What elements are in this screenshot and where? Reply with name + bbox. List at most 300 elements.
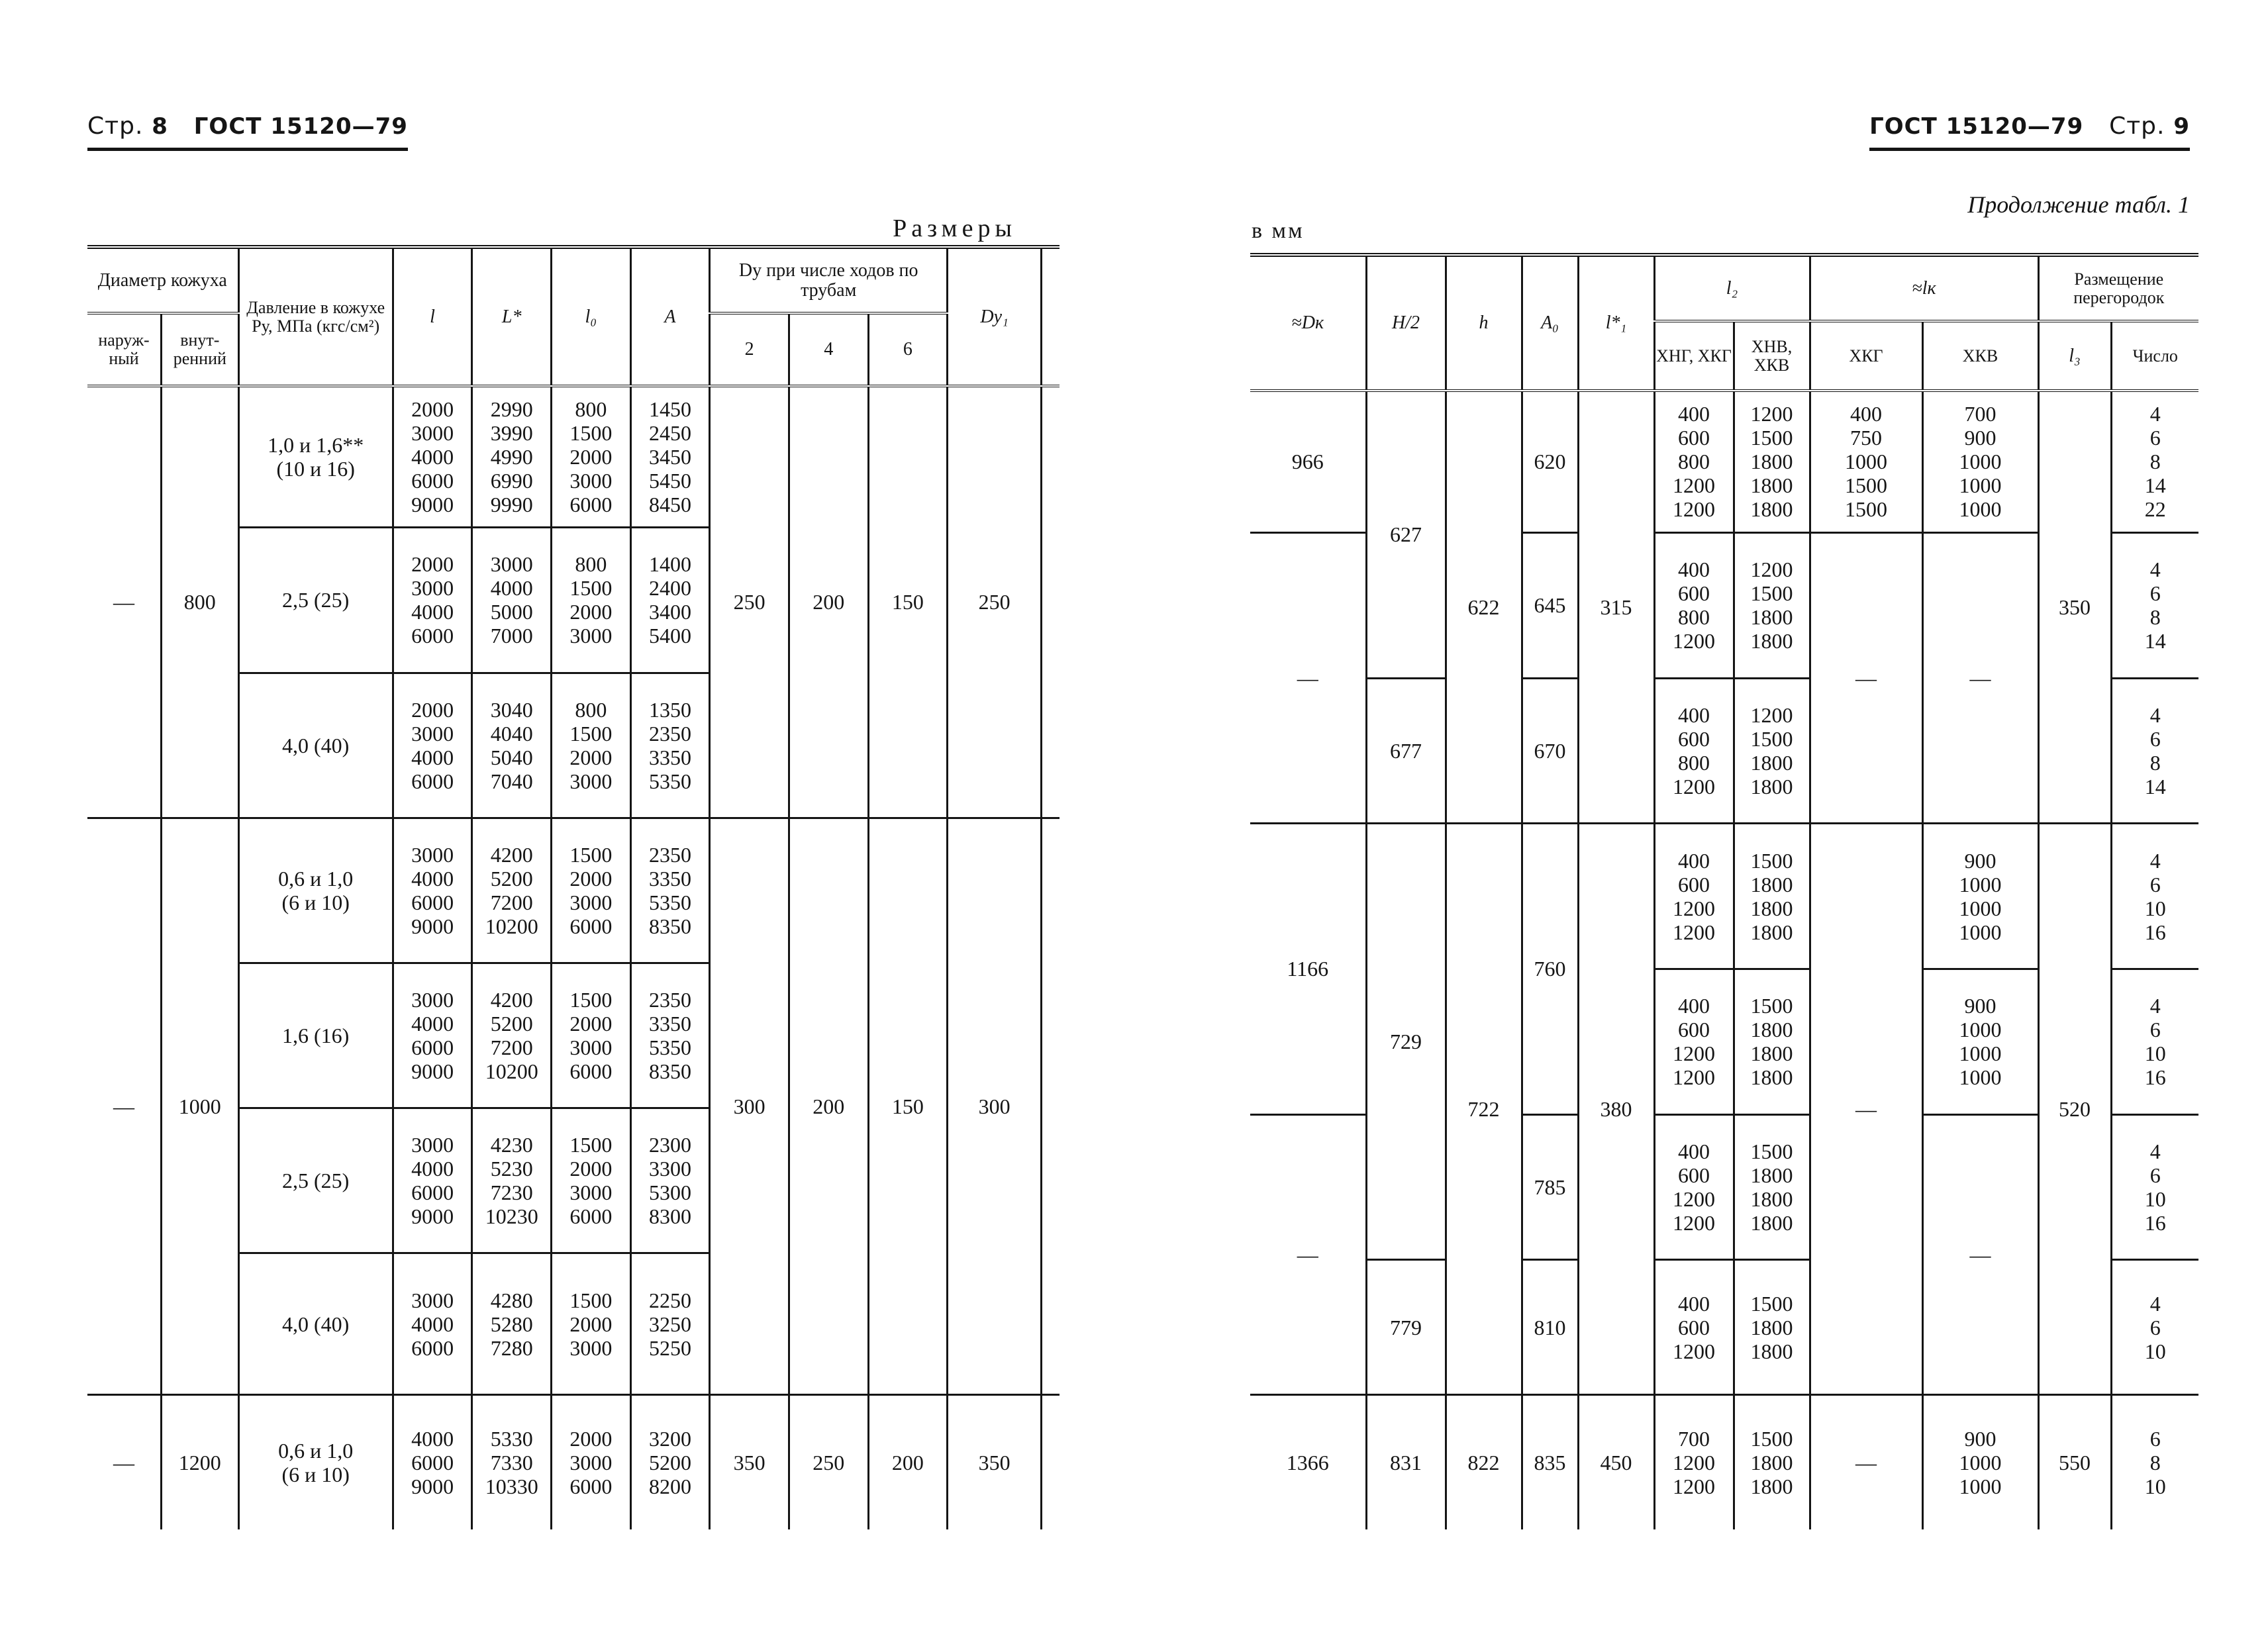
l2b-value: 1800	[1750, 605, 1793, 630]
A-value: 5250	[648, 1335, 691, 1360]
l2b-value: 1800	[1750, 750, 1793, 775]
L-header: L*	[472, 247, 552, 386]
l2a-value: 1200	[1673, 1041, 1715, 1066]
l2a-value: 400	[1678, 557, 1710, 582]
partition-count-cell	[2111, 391, 2198, 532]
l2-hng-cell	[1654, 391, 1734, 532]
lkb-value: 1000	[1959, 1065, 2002, 1090]
l-value: 9000	[411, 493, 454, 517]
count-value: 4	[2149, 1291, 2161, 1316]
l-values-cell	[393, 1395, 472, 1529]
h2-cell: 627	[1366, 391, 1446, 678]
l2b-value: 1800	[1750, 473, 1793, 498]
L-value: 5280	[490, 1312, 533, 1336]
A-value: 5300	[648, 1181, 691, 1205]
count-value: 10	[2144, 1186, 2166, 1211]
l2-hnv-cell	[1734, 969, 1810, 1114]
outer-diameter-cell: —	[113, 590, 134, 614]
A-value: 3350	[648, 1012, 691, 1036]
l2-hnv-cell	[1734, 824, 1810, 969]
L-values-cell	[472, 386, 552, 528]
l-value: 4000	[411, 1012, 454, 1036]
A-value: 3350	[648, 745, 691, 769]
lkb-value: 1000	[1959, 450, 2002, 474]
l0-values-cell	[552, 673, 631, 818]
dimensions-table-left	[87, 245, 1060, 1529]
lkb-value: 1000	[1959, 1474, 2002, 1498]
A-header: A	[630, 247, 710, 386]
l0-value: 2000	[569, 445, 613, 469]
dk-header: ≈Dк	[1250, 255, 1366, 391]
l0-values-cell	[552, 1108, 631, 1253]
L-value: 4990	[490, 445, 533, 469]
dy1-cell: 250	[948, 386, 1042, 818]
l2b-value: 1200	[1750, 557, 1793, 582]
a0-cell: 760	[1522, 824, 1578, 1114]
l-value: 4000	[411, 745, 454, 769]
l0-value: 1500	[569, 721, 613, 746]
l-value: 9000	[411, 1204, 454, 1229]
l2a-value: 600	[1678, 581, 1710, 606]
l-value: 6000	[411, 624, 454, 648]
l-values-cell	[393, 1253, 472, 1395]
dy4-cell: 200	[789, 818, 868, 1394]
l2-hng-cell	[1654, 824, 1734, 969]
l-value: 6000	[411, 769, 454, 793]
A-values-cell	[630, 1395, 710, 1529]
dy2-cell: 350	[710, 1395, 789, 1529]
L-value: 4000	[490, 576, 533, 601]
l2a-value: 1200	[1673, 920, 1715, 944]
lkb-value: 1000	[1959, 872, 2002, 896]
h-cell: 722	[1446, 824, 1522, 1395]
l0-value: 2000	[569, 1312, 613, 1336]
L-value: 7330	[490, 1451, 533, 1475]
l1-cell: 380	[1578, 824, 1654, 1395]
h-cell: 622	[1446, 391, 1522, 824]
l0-value: 1500	[569, 1288, 613, 1312]
l-value: 9000	[411, 1059, 454, 1084]
l0-value: 2000	[569, 1012, 613, 1036]
l2b-value: 1800	[1750, 450, 1793, 474]
partition-count-cell	[2111, 1114, 2198, 1260]
l2-header: l₂	[1654, 255, 1810, 321]
l0-value: 3000	[569, 469, 613, 493]
lka-value: 1500	[1845, 473, 1888, 498]
lk-header: ≈lк	[1810, 255, 2038, 321]
count-value: 10	[2144, 1041, 2166, 1066]
standard-code: ГОСТ 15120—79	[1869, 113, 2084, 140]
pressure-line: 1,6 (16)	[282, 1024, 350, 1048]
l-value: 3000	[411, 1133, 454, 1157]
l0-value: 800	[575, 397, 607, 422]
count-value: 6	[2149, 426, 2161, 450]
l2-hnv-cell	[1734, 678, 1810, 824]
a0-cell: 620	[1522, 391, 1578, 532]
A-value: 5400	[648, 624, 691, 648]
l2-hng-cell	[1654, 969, 1734, 1114]
l-value: 4000	[411, 866, 454, 891]
pressure-cell	[238, 673, 393, 818]
A-value: 3450	[648, 445, 691, 469]
running-head-left	[87, 113, 408, 151]
L-value: 7040	[490, 769, 533, 793]
l0-value: 6000	[569, 1474, 613, 1499]
pressure-line: 0,6 и 1,0	[278, 1439, 354, 1463]
inner-diameter-cell: 800	[162, 386, 239, 818]
L-value: 10200	[485, 914, 538, 938]
l2a-value: 800	[1678, 450, 1710, 474]
A-value: 8450	[648, 493, 691, 517]
l2b-value: 1200	[1750, 402, 1793, 426]
pressure-line: 1,0 и 1,6**	[268, 433, 364, 458]
count-value: 6	[2149, 872, 2161, 896]
l2a-value: 1200	[1673, 774, 1715, 798]
count-value: 4	[2149, 994, 2161, 1018]
A-value: 2350	[648, 988, 691, 1012]
l2b-value: 1800	[1750, 1450, 1793, 1474]
partitions-header: Размещение перегородок	[2038, 255, 2198, 321]
standard-code: ГОСТ 15120—79	[193, 113, 408, 140]
dy2-cell: 250	[710, 386, 789, 818]
L-value: 4200	[490, 842, 533, 867]
lkb-value: 1000	[1959, 473, 2002, 498]
pressure-line: (6 и 10)	[281, 1463, 350, 1487]
A-value: 1350	[648, 697, 691, 722]
l2a-value: 800	[1678, 605, 1710, 630]
a0-cell: 645	[1522, 532, 1578, 678]
l2b-value: 1800	[1750, 774, 1793, 798]
l-value: 2000	[411, 397, 454, 422]
l-value: 4000	[411, 1157, 454, 1181]
h-header: h	[1446, 255, 1522, 391]
empty-cell	[1042, 818, 1060, 1394]
L-value: 10200	[485, 1059, 538, 1084]
empty-header	[1042, 247, 1060, 386]
count-value: 14	[2144, 473, 2166, 498]
L-value: 7200	[490, 1036, 533, 1060]
lkb-value: 900	[1964, 994, 1997, 1018]
L-value: 7280	[490, 1335, 533, 1360]
count-value: 4	[2149, 402, 2161, 426]
A-value: 3350	[648, 866, 691, 891]
l-value: 3000	[411, 421, 454, 446]
empty-cell	[1042, 1395, 1060, 1529]
pressure-cell	[238, 528, 393, 673]
l-value: 3000	[411, 1288, 454, 1312]
l2-hng-cell	[1654, 532, 1734, 678]
dy1-cell: 350	[948, 1395, 1042, 1529]
l0-value: 3000	[569, 1451, 613, 1475]
l0-values-cell	[552, 528, 631, 673]
l0-values-cell	[552, 1395, 631, 1529]
table-row	[87, 386, 1060, 528]
L-value: 5200	[490, 1012, 533, 1036]
l2b-value: 1800	[1750, 1210, 1793, 1235]
l2a-value: 1200	[1673, 473, 1715, 498]
l-values-cell	[393, 1108, 472, 1253]
lk-hkv-header: ХКВ	[1922, 321, 2038, 391]
L-value: 3040	[490, 697, 533, 722]
dy6-header: 6	[868, 313, 948, 386]
l-value: 6000	[411, 1451, 454, 1475]
l-values-cell	[393, 386, 472, 528]
l0-value: 6000	[569, 1204, 613, 1229]
pressure-cell	[238, 1108, 393, 1253]
L-value: 10330	[485, 1474, 538, 1499]
L-value: 7230	[490, 1181, 533, 1205]
l1-cell: 450	[1578, 1394, 1654, 1529]
lk-hkv-cell	[1922, 969, 2038, 1114]
L-values-cell	[472, 1395, 552, 1529]
lkb-value: 1000	[1959, 497, 2002, 522]
l2a-value: 600	[1678, 1163, 1710, 1187]
L-value: 6990	[490, 469, 533, 493]
count-value: 22	[2144, 497, 2166, 522]
lkb-value: 1000	[1959, 920, 2002, 944]
empty-cell	[1042, 386, 1060, 818]
l-value: 2000	[411, 552, 454, 577]
l-value: 3000	[411, 721, 454, 746]
L-value: 5040	[490, 745, 533, 769]
lk-hkv-cell	[1922, 824, 2038, 969]
l2a-value: 600	[1678, 1315, 1710, 1339]
running-head-right	[1869, 113, 2190, 151]
table-row	[1250, 824, 2198, 969]
l0-value: 1500	[569, 421, 613, 446]
count-value: 4	[2149, 557, 2161, 582]
dy1-cell: 300	[948, 818, 1042, 1394]
A-value: 1400	[648, 552, 691, 577]
lk-hkv-cell	[1922, 391, 2038, 532]
count-value: 16	[2144, 920, 2166, 944]
l2-hng-cell	[1654, 1114, 1734, 1260]
l-value: 6000	[411, 1335, 454, 1360]
l0-value: 1500	[569, 842, 613, 867]
L-value: 5000	[490, 600, 533, 624]
L-value: 7200	[490, 890, 533, 914]
l2b-value: 1800	[1750, 1018, 1793, 1042]
inner-diameter-cell: 1000	[162, 818, 239, 1394]
count-value: 6	[2149, 1163, 2161, 1187]
count-value: 8	[2149, 750, 2161, 775]
dy6-cell: 200	[868, 1395, 948, 1529]
pressure-line: 4,0 (40)	[282, 733, 350, 757]
dk-cell: —	[1250, 532, 1366, 823]
l2-hng-cell	[1654, 678, 1734, 824]
l2a-value: 400	[1678, 702, 1710, 727]
l2b-value: 1800	[1750, 872, 1793, 896]
l-value: 6000	[411, 890, 454, 914]
L-value: 10230	[485, 1204, 538, 1229]
count-value: 16	[2144, 1065, 2166, 1090]
count-value: 14	[2144, 629, 2166, 653]
A-value: 5200	[648, 1451, 691, 1475]
lkb-value: 900	[1964, 848, 1997, 873]
count-header: Число	[2111, 321, 2198, 391]
A-value: 3250	[648, 1312, 691, 1336]
l0-value: 800	[575, 697, 607, 722]
lkb-value: 1000	[1959, 896, 2002, 920]
a0-cell: 810	[1522, 1260, 1578, 1395]
l2b-value: 1500	[1750, 848, 1793, 873]
lka-value: 750	[1850, 426, 1883, 450]
pressure-cell	[238, 818, 393, 963]
A-value: 8200	[648, 1474, 691, 1499]
h2-cell: 677	[1366, 678, 1446, 824]
l-value: 4000	[411, 445, 454, 469]
L-values-cell	[472, 1108, 552, 1253]
l-header: l	[393, 247, 472, 386]
dy2-cell: 300	[710, 818, 789, 1394]
L-value: 7000	[490, 624, 533, 648]
l2b-value: 1800	[1750, 629, 1793, 653]
partition-count-cell	[2111, 532, 2198, 678]
page-label: Стр.	[87, 113, 144, 140]
L-value: 3000	[490, 552, 533, 577]
l2b-value: 1500	[1750, 581, 1793, 606]
lk-hkg-header: ХКГ	[1810, 321, 1922, 391]
l2b-value: 1500	[1750, 1139, 1793, 1163]
l0-value: 6000	[569, 914, 613, 938]
A-value: 8300	[648, 1204, 691, 1229]
count-value: 6	[2149, 1426, 2161, 1451]
A-values-cell	[630, 818, 710, 963]
partition-count-cell	[2111, 1260, 2198, 1395]
l2a-value: 1200	[1673, 1186, 1715, 1211]
l-value: 9000	[411, 1474, 454, 1499]
L-values-cell	[472, 818, 552, 963]
table-caption-right: в мм	[1252, 218, 1305, 243]
l2a-value: 600	[1678, 426, 1710, 450]
dy1-header: Dу₁	[948, 247, 1042, 386]
lk-hkg-cell: —	[1810, 1394, 1922, 1529]
L-value: 5200	[490, 866, 533, 891]
a0-header: A₀	[1522, 255, 1578, 391]
a0-cell: 835	[1522, 1394, 1578, 1529]
A-value: 5350	[648, 890, 691, 914]
dy6-cell: 150	[868, 818, 948, 1394]
A-value: 8350	[648, 914, 691, 938]
pressure-cell	[238, 1395, 393, 1529]
L-value: 2990	[490, 397, 533, 422]
l-value: 6000	[411, 1036, 454, 1060]
l3-header: l₃	[2038, 321, 2111, 391]
l0-value: 6000	[569, 493, 613, 517]
l-value: 6000	[411, 469, 454, 493]
count-value: 6	[2149, 1315, 2161, 1339]
l0-values-cell	[552, 963, 631, 1108]
lkb-value: 1000	[1959, 1041, 2002, 1066]
A-value: 2350	[648, 721, 691, 746]
A-value: 5350	[648, 769, 691, 793]
partition-count-cell	[2111, 824, 2198, 969]
l0-value: 2000	[569, 1157, 613, 1181]
l-values-cell	[393, 818, 472, 963]
count-value: 4	[2149, 848, 2161, 873]
count-value: 8	[2149, 605, 2161, 630]
lk-hkv-cell	[1922, 1394, 2038, 1529]
pressure-line: 4,0 (40)	[282, 1312, 350, 1336]
lkb-value: 1000	[1959, 1018, 2002, 1042]
l3-cell: 550	[2038, 1394, 2111, 1529]
l3-cell: 520	[2038, 824, 2111, 1395]
count-value: 4	[2149, 702, 2161, 727]
A-value: 2350	[648, 842, 691, 867]
l-value: 6000	[411, 1181, 454, 1205]
l2-hng-header: ХНГ, ХКГ	[1654, 321, 1734, 391]
A-value: 2300	[648, 1133, 691, 1157]
l2a-value: 400	[1678, 1291, 1710, 1316]
count-value: 10	[2144, 1474, 2166, 1498]
h2-cell: 729	[1366, 824, 1446, 1260]
l2b-value: 1800	[1750, 1474, 1793, 1498]
l0-value: 3000	[569, 890, 613, 914]
A-values-cell	[630, 528, 710, 673]
a0-cell: 670	[1522, 678, 1578, 824]
pressure-line: (10 и 16)	[276, 457, 355, 481]
l0-values-cell	[552, 386, 631, 528]
table-caption-left: Размеры	[893, 215, 1016, 242]
outer-header: наруж-ный	[87, 313, 162, 386]
lka-value: 400	[1850, 402, 1883, 426]
l2a-value: 600	[1678, 726, 1710, 751]
l2a-value: 1200	[1673, 1474, 1715, 1498]
A-value: 2400	[648, 576, 691, 601]
L-values-cell	[472, 528, 552, 673]
pressure-line: 2,5 (25)	[282, 1169, 350, 1193]
l2b-value: 1800	[1750, 1041, 1793, 1066]
l2a-value: 1200	[1673, 1339, 1715, 1363]
l2b-value: 1500	[1750, 1291, 1793, 1316]
pressure-line: 2,5 (25)	[282, 588, 350, 612]
dk-cell: 1166	[1250, 824, 1366, 1114]
l1-header: l*₁	[1578, 255, 1654, 391]
dy4-header: 4	[789, 313, 868, 386]
L-value: 4280	[490, 1288, 533, 1312]
L-value: 5230	[490, 1157, 533, 1181]
A-values-cell	[630, 963, 710, 1108]
count-value: 6	[2149, 726, 2161, 751]
L-values-cell	[472, 963, 552, 1108]
l2b-value: 1500	[1750, 426, 1793, 450]
table-row	[87, 1395, 1060, 1529]
l2b-value: 1500	[1750, 726, 1793, 751]
l1-cell: 315	[1578, 391, 1654, 824]
l2-hnv-cell	[1734, 532, 1810, 678]
lkb-value: 1000	[1959, 1450, 2002, 1474]
A-value: 3300	[648, 1157, 691, 1181]
A-value: 3200	[648, 1427, 691, 1451]
count-value: 10	[2144, 1339, 2166, 1363]
l2-hnv-header: ХНВ, ХКВ	[1734, 321, 1810, 391]
l2-hng-cell	[1654, 1394, 1734, 1529]
l-value: 4000	[411, 1427, 454, 1451]
l2b-value: 1500	[1750, 994, 1793, 1018]
outer-diameter-cell: —	[87, 818, 162, 1394]
l0-value: 2000	[569, 745, 613, 769]
pressure-line: (6 и 10)	[281, 890, 350, 914]
lkb-value: 700	[1964, 402, 1997, 426]
a0-cell: 785	[1522, 1114, 1578, 1260]
A-value: 2450	[648, 421, 691, 446]
partition-count-cell	[2111, 1394, 2198, 1529]
h-cell: 822	[1446, 1394, 1522, 1529]
l0-values-cell	[552, 818, 631, 963]
partition-count-cell	[2111, 678, 2198, 824]
L-values-cell	[472, 673, 552, 818]
page-label: Стр.	[2109, 113, 2165, 140]
